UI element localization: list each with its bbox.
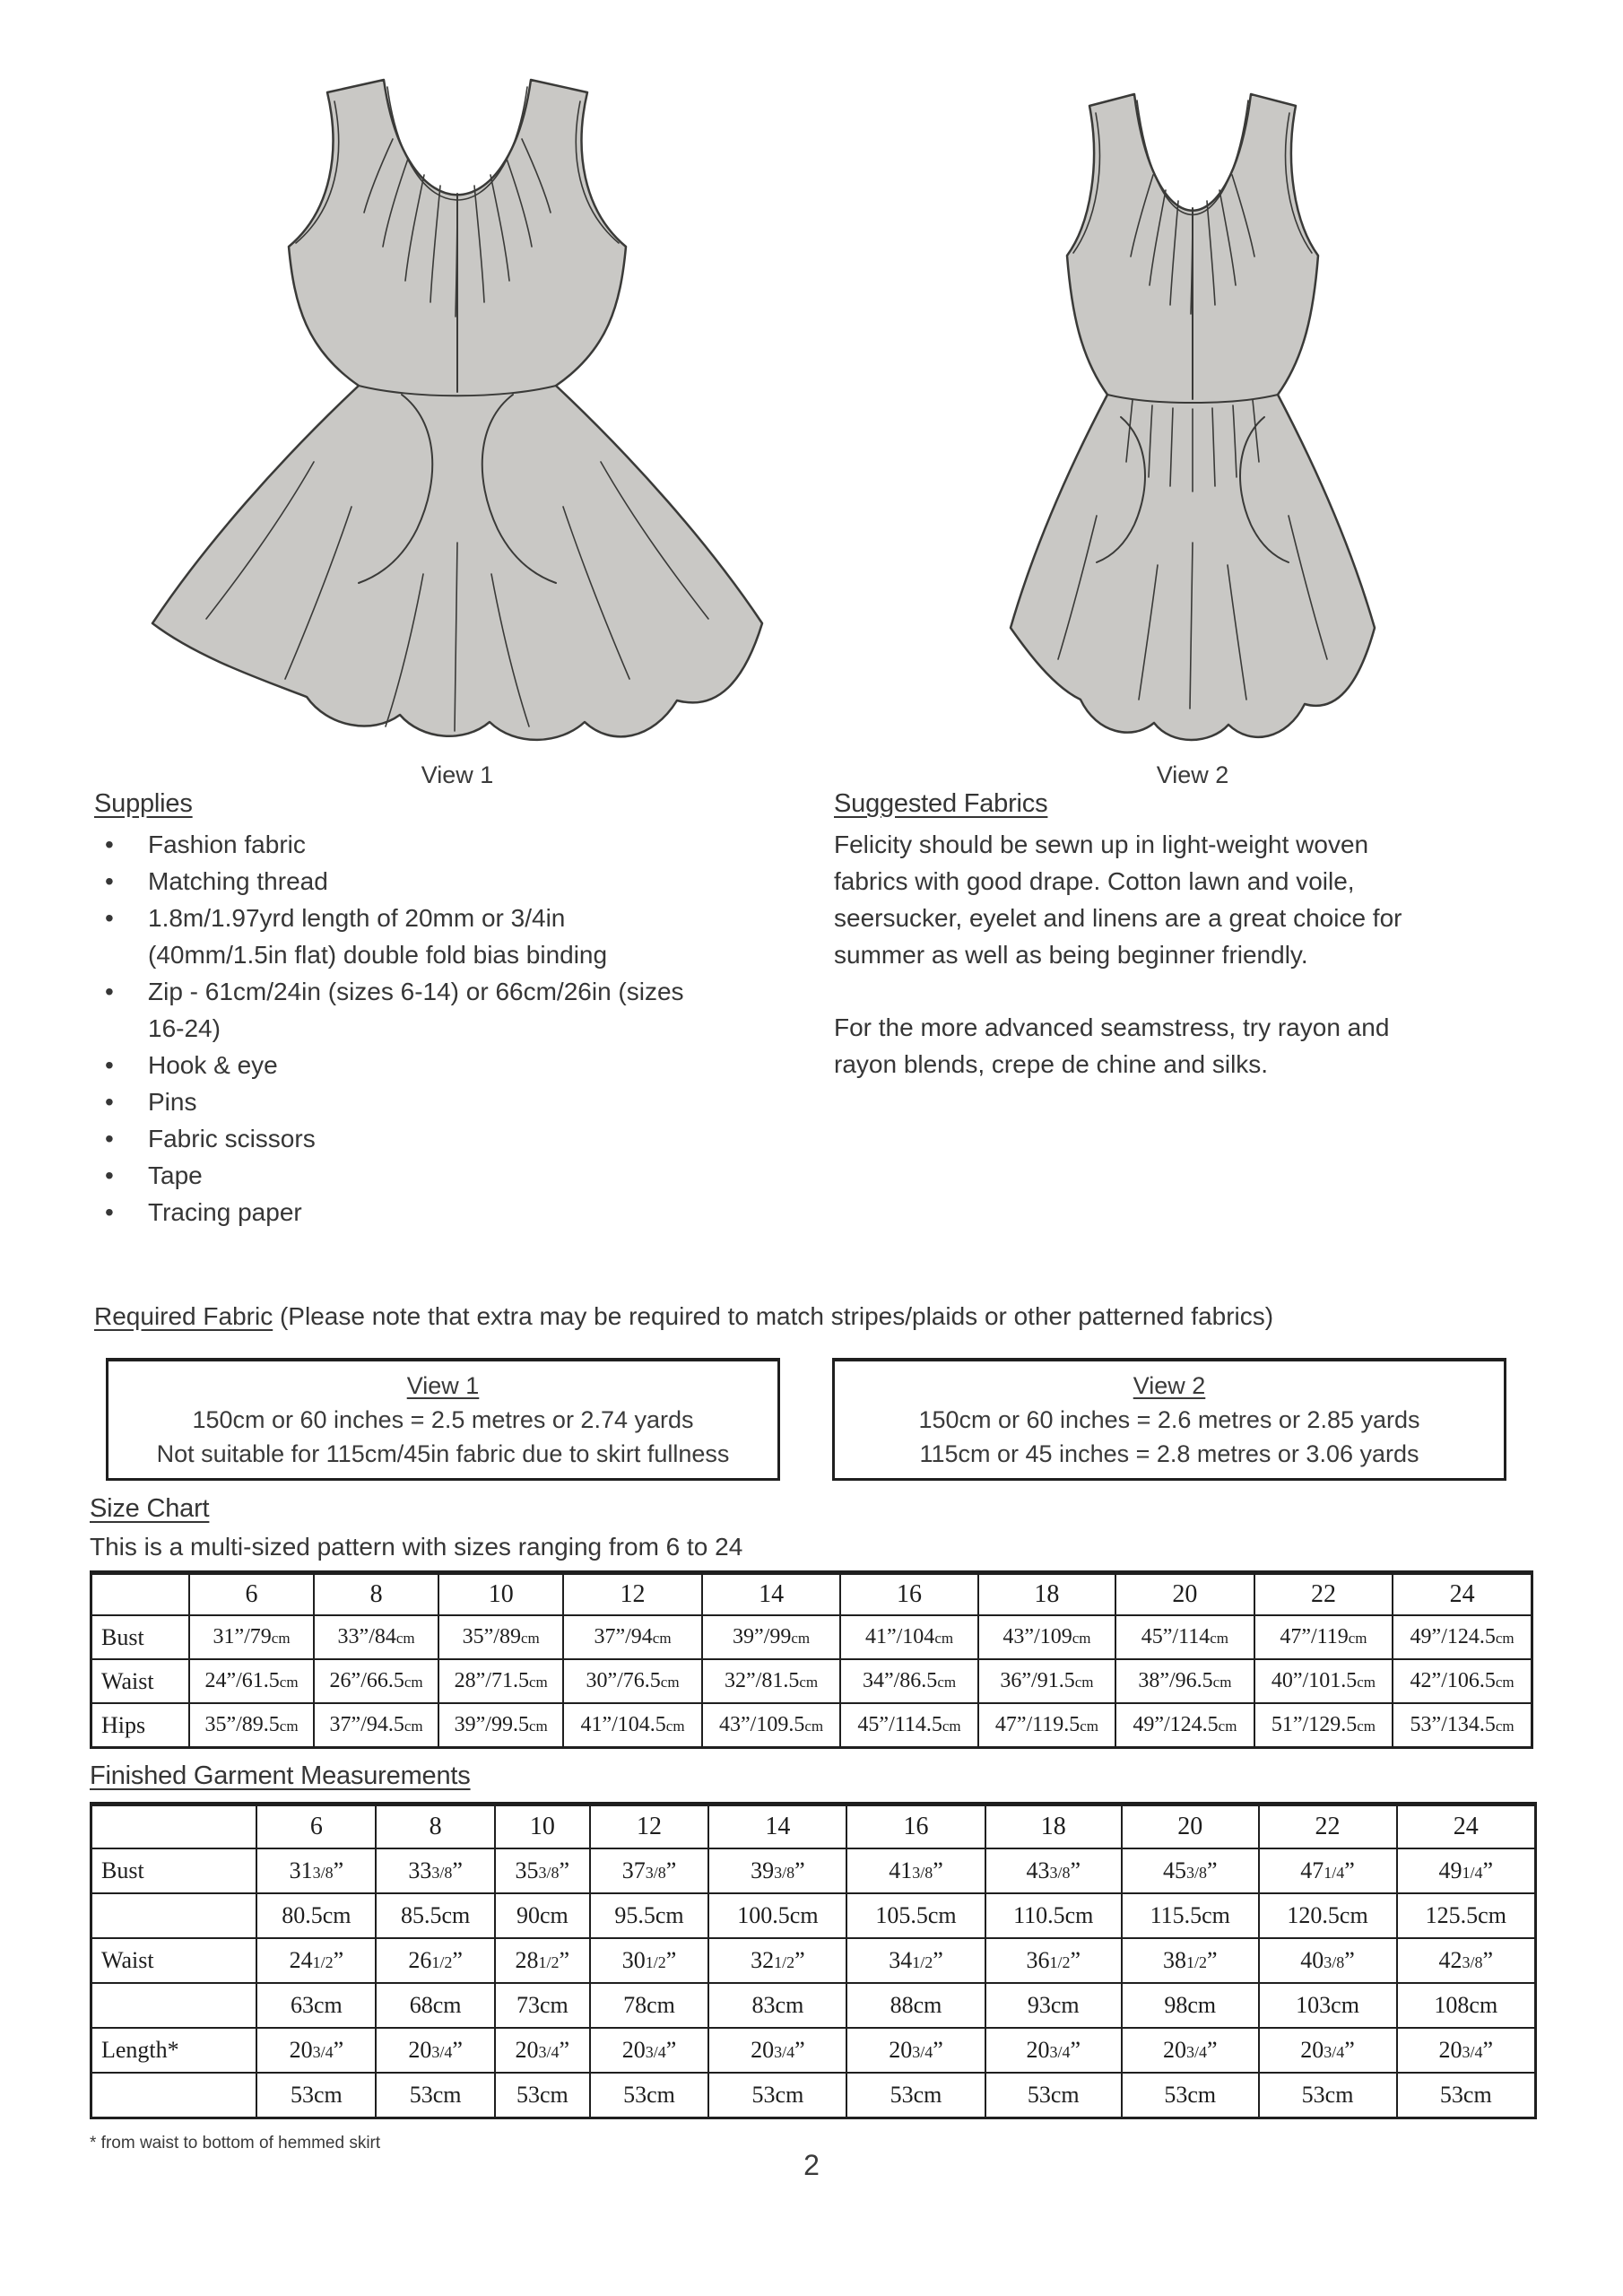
supplies-item bbox=[94, 900, 834, 973]
supplies-item-line: 16-24) bbox=[148, 1014, 221, 1042]
fabric-box-line: 150cm or 60 inches = 2.5 metres or 2.74 yards bbox=[192, 1406, 694, 1433]
measurement-cell: 125.5cm bbox=[1397, 1893, 1536, 1938]
supplies-item-line: • Tape bbox=[148, 1161, 203, 1189]
supplies-item bbox=[94, 1194, 834, 1231]
measurement-cell: 53cm bbox=[256, 2073, 376, 2118]
row-label: Waist bbox=[91, 1659, 189, 1703]
measurement-cell: 95.5cm bbox=[590, 1893, 709, 1938]
supplies-item bbox=[94, 1120, 834, 1157]
supplies-item-line: • Matching thread bbox=[148, 867, 328, 895]
measurement-cell: 90cm bbox=[495, 1893, 590, 1938]
measurement-cell: 53cm bbox=[376, 2073, 495, 2118]
supplies-item-line: • 1.8m/1.97yrd length of 20mm or 3/4in bbox=[148, 904, 566, 932]
measurement-cell: 88cm bbox=[846, 1983, 985, 2028]
measurement-cell: 261/2” bbox=[376, 1938, 495, 1983]
supplies-item bbox=[94, 1157, 834, 1194]
measurement-cell: 120.5cm bbox=[1259, 1893, 1397, 1938]
dress-view-1-drawing bbox=[135, 76, 780, 749]
size-chart-row bbox=[91, 1659, 1532, 1703]
supplies-section bbox=[94, 789, 834, 1231]
fabric-box-line: 150cm or 60 inches = 2.6 metres or 2.85 yards bbox=[918, 1406, 1420, 1433]
measurement-cell: 53cm bbox=[1397, 2073, 1536, 2118]
supplies-item bbox=[94, 973, 834, 1047]
finished-garment-section bbox=[90, 1761, 1537, 2153]
measurement-cell: 68cm bbox=[376, 1983, 495, 2028]
measurement-cell: 30”/76.5cm bbox=[563, 1659, 702, 1703]
measurement-cell: 53cm bbox=[590, 2073, 709, 2118]
measurement-cell: 98cm bbox=[1122, 1983, 1259, 2028]
paragraph-line: fabrics with good drape. Cotton lawn and voile, bbox=[834, 867, 1355, 895]
fgm-row bbox=[91, 2073, 1536, 2118]
paragraph-line: summer as well as being beginner friendly. bbox=[834, 941, 1308, 969]
finished-garment-heading: Finished Garment Measurements bbox=[90, 1761, 471, 1790]
measurement-cell: 313/8” bbox=[256, 1848, 376, 1893]
supplies-item-line: • Zip - 61cm/24in (sizes 6-14) or 66cm/26in (sizes bbox=[148, 978, 684, 1005]
measurement-cell: 83cm bbox=[708, 1983, 846, 2028]
measurement-cell: 471/4” bbox=[1259, 1848, 1397, 1893]
size-column-header: 12 bbox=[590, 1805, 709, 1849]
size-column-header: 12 bbox=[563, 1573, 702, 1616]
supplies-item-line: • Fabric scissors bbox=[148, 1125, 316, 1152]
measurement-cell: 43”/109.5cm bbox=[702, 1703, 841, 1748]
measurement-cell: 39”/99.5cm bbox=[438, 1703, 563, 1748]
size-column-header: 24 bbox=[1397, 1805, 1536, 1849]
required-fabric-note: (Please note that extra may be required to match stripes/plaids or other patterned fabrics) bbox=[273, 1302, 1274, 1330]
supplies-item-line: • Tracing paper bbox=[148, 1198, 302, 1226]
measurement-cell: 41”/104cm bbox=[840, 1615, 977, 1659]
page-number: 2 bbox=[803, 2149, 820, 2181]
suggested-fabrics-section bbox=[834, 789, 1532, 1231]
measurement-cell: 103cm bbox=[1259, 1983, 1397, 2028]
measurement-cell: 40”/101.5cm bbox=[1254, 1659, 1393, 1703]
supplies-item bbox=[94, 863, 834, 900]
supplies-item-line: • Fashion fabric bbox=[148, 831, 306, 858]
measurement-cell: 85.5cm bbox=[376, 1893, 495, 1938]
row-label bbox=[91, 1983, 257, 2028]
measurement-cell: 53cm bbox=[985, 2073, 1123, 2118]
measurement-cell: 80.5cm bbox=[256, 1893, 376, 1938]
measurement-cell: 491/4” bbox=[1397, 1848, 1536, 1893]
dress-outline bbox=[152, 80, 762, 740]
measurement-cell: 433/8” bbox=[985, 1848, 1123, 1893]
size-column-header: 10 bbox=[495, 1805, 590, 1849]
view-2-fabric-box-title: View 2 bbox=[1133, 1372, 1206, 1399]
row-label bbox=[91, 2073, 257, 2118]
measurement-cell: 281/2” bbox=[495, 1938, 590, 1983]
measurement-cell: 203/4” bbox=[376, 2028, 495, 2073]
measurement-cell: 53”/134.5cm bbox=[1393, 1703, 1532, 1748]
measurement-cell: 100.5cm bbox=[708, 1893, 846, 1938]
measurement-cell: 108cm bbox=[1397, 1983, 1536, 2028]
measurement-cell: 203/4” bbox=[985, 2028, 1123, 2073]
measurement-cell: 93cm bbox=[985, 1983, 1123, 2028]
measurement-cell: 41”/104.5cm bbox=[563, 1703, 702, 1748]
fgm-row bbox=[91, 1893, 1536, 1938]
measurement-cell: 361/2” bbox=[985, 1938, 1123, 1983]
measurement-cell: 35”/89.5cm bbox=[189, 1703, 314, 1748]
supplies-heading: Supplies bbox=[94, 789, 193, 818]
supplies-item bbox=[94, 826, 834, 863]
measurement-cell: 203/4” bbox=[495, 2028, 590, 2073]
size-chart-row bbox=[91, 1703, 1532, 1748]
supplies-item bbox=[94, 1047, 834, 1083]
supplies-item-line: • Hook & eye bbox=[148, 1051, 278, 1079]
measurement-cell: 333/8” bbox=[376, 1848, 495, 1893]
dress-view-1-figure bbox=[135, 76, 780, 789]
measurement-cell: 53cm bbox=[846, 2073, 985, 2118]
row-label: Waist bbox=[91, 1938, 257, 1983]
measurement-cell: 26”/66.5cm bbox=[314, 1659, 438, 1703]
measurement-cell: 413/8” bbox=[846, 1848, 985, 1893]
measurement-cell: 53cm bbox=[1259, 2073, 1397, 2118]
fgm-corner-cell bbox=[91, 1805, 257, 1849]
suggested-fabrics-paragraph bbox=[834, 1009, 1532, 1083]
size-column-header: 20 bbox=[1122, 1805, 1259, 1849]
paragraph-line: rayon blends, crepe de chine and silks. bbox=[834, 1050, 1269, 1078]
row-label: Hips bbox=[91, 1703, 189, 1748]
view-2-fabric-box bbox=[832, 1358, 1506, 1481]
measurement-cell: 35”/89cm bbox=[438, 1615, 563, 1659]
measurement-cell: 24”/61.5cm bbox=[189, 1659, 314, 1703]
required-fabric-heading: Required Fabric bbox=[94, 1302, 273, 1330]
size-column-header: 10 bbox=[438, 1573, 563, 1616]
supplies-item-line: (40mm/1.5in flat) double fold bias binding bbox=[148, 941, 608, 969]
measurement-cell: 31”/79cm bbox=[189, 1615, 314, 1659]
paragraph-line: seersucker, eyelet and linens are a great choice for bbox=[834, 904, 1402, 932]
size-column-header: 20 bbox=[1115, 1573, 1254, 1616]
required-fabric-heading-line bbox=[94, 1302, 1538, 1331]
fgm-row bbox=[91, 1938, 1536, 1983]
size-column-header: 16 bbox=[840, 1573, 977, 1616]
measurement-cell: 301/2” bbox=[590, 1938, 709, 1983]
measurement-cell: 34”/86.5cm bbox=[840, 1659, 977, 1703]
measurement-cell: 353/8” bbox=[495, 1848, 590, 1893]
row-label bbox=[91, 1893, 257, 1938]
measurement-cell: 51”/129.5cm bbox=[1254, 1703, 1393, 1748]
size-chart-subheading: This is a multi-sized pattern with sizes ranging from 6 to 24 bbox=[90, 1533, 743, 1561]
measurement-cell: 115.5cm bbox=[1122, 1893, 1259, 1938]
measurement-cell: 53cm bbox=[1122, 2073, 1259, 2118]
measurement-cell: 43”/109cm bbox=[978, 1615, 1115, 1659]
measurement-cell: 110.5cm bbox=[985, 1893, 1123, 1938]
fgm-row bbox=[91, 2028, 1536, 2073]
supplies-item bbox=[94, 1083, 834, 1120]
measurement-cell: 393/8” bbox=[708, 1848, 846, 1893]
suggested-fabrics-heading: Suggested Fabrics bbox=[834, 789, 1048, 818]
row-label: Bust bbox=[91, 1848, 257, 1893]
size-chart-corner-cell bbox=[91, 1573, 189, 1616]
dress-view-2-figure bbox=[982, 90, 1403, 789]
measurement-cell: 403/8” bbox=[1259, 1938, 1397, 1983]
dress-view-2-drawing bbox=[982, 90, 1403, 749]
size-column-header: 22 bbox=[1259, 1805, 1397, 1849]
measurement-cell: 105.5cm bbox=[846, 1893, 985, 1938]
size-chart-section bbox=[90, 1494, 1533, 1749]
measurement-cell: 341/2” bbox=[846, 1938, 985, 1983]
measurement-cell: 45”/114.5cm bbox=[840, 1703, 977, 1748]
view-1-fabric-box bbox=[106, 1358, 780, 1481]
size-column-header: 14 bbox=[708, 1805, 846, 1849]
measurement-cell: 203/4” bbox=[1397, 2028, 1536, 2073]
view-2-fabric-box-lines bbox=[835, 1403, 1504, 1471]
size-column-header: 6 bbox=[256, 1805, 376, 1849]
size-column-header: 24 bbox=[1393, 1573, 1532, 1616]
measurement-cell: 28”/71.5cm bbox=[438, 1659, 563, 1703]
measurement-cell: 381/2” bbox=[1122, 1938, 1259, 1983]
measurement-cell: 37”/94.5cm bbox=[314, 1703, 438, 1748]
measurement-cell: 203/4” bbox=[256, 2028, 376, 2073]
measurement-cell: 73cm bbox=[495, 1983, 590, 2028]
size-column-header: 18 bbox=[985, 1805, 1123, 1849]
size-column-header: 8 bbox=[376, 1805, 495, 1849]
measurement-cell: 241/2” bbox=[256, 1938, 376, 1983]
measurement-cell: 36”/91.5cm bbox=[978, 1659, 1115, 1703]
fgm-header-row bbox=[91, 1805, 1536, 1849]
paragraph-line: For the more advanced seamstress, try rayon and bbox=[834, 1013, 1390, 1041]
view-2-caption: View 2 bbox=[1156, 761, 1229, 788]
measurement-cell: 32”/81.5cm bbox=[702, 1659, 841, 1703]
measurement-cell: 453/8” bbox=[1122, 1848, 1259, 1893]
measurement-cell: 203/4” bbox=[590, 2028, 709, 2073]
view-1-fabric-box-title: View 1 bbox=[406, 1372, 480, 1399]
fgm-row bbox=[91, 1848, 1536, 1893]
measurement-cell: 78cm bbox=[590, 1983, 709, 2028]
measurement-cell: 63cm bbox=[256, 1983, 376, 2028]
size-chart-header-row bbox=[91, 1573, 1532, 1616]
measurement-cell: 49”/124.5cm bbox=[1393, 1615, 1532, 1659]
measurement-cell: 47”/119cm bbox=[1254, 1615, 1393, 1659]
measurement-cell: 373/8” bbox=[590, 1848, 709, 1893]
size-column-header: 6 bbox=[189, 1573, 314, 1616]
measurement-cell: 45”/114cm bbox=[1115, 1615, 1254, 1659]
suggested-fabrics-paragraph bbox=[834, 826, 1532, 973]
size-chart-table bbox=[90, 1570, 1533, 1749]
info-columns bbox=[94, 789, 1533, 1231]
measurement-cell: 203/4” bbox=[1122, 2028, 1259, 2073]
measurement-cell: 321/2” bbox=[708, 1938, 846, 1983]
row-label: Length* bbox=[91, 2028, 257, 2073]
fabric-box-line: Not suitable for 115cm/45in fabric due to skirt fullness bbox=[156, 1440, 730, 1467]
measurement-cell: 423/8” bbox=[1397, 1938, 1536, 1983]
measurement-cell: 38”/96.5cm bbox=[1115, 1659, 1254, 1703]
required-fabric-section bbox=[94, 1302, 1538, 1467]
length-footnote: * from waist to bottom of hemmed skirt bbox=[90, 2134, 381, 2152]
measurement-cell: 53cm bbox=[708, 2073, 846, 2118]
measurement-cell: 39”/99cm bbox=[702, 1615, 841, 1659]
measurement-cell: 47”/119.5cm bbox=[978, 1703, 1115, 1748]
measurement-cell: 49”/124.5cm bbox=[1115, 1703, 1254, 1748]
measurement-cell: 53cm bbox=[495, 2073, 590, 2118]
finished-garment-table bbox=[90, 1802, 1537, 2119]
size-column-header: 16 bbox=[846, 1805, 985, 1849]
supplies-item-line: • Pins bbox=[148, 1088, 197, 1116]
size-column-header: 8 bbox=[314, 1573, 438, 1616]
measurement-cell: 33”/84cm bbox=[314, 1615, 438, 1659]
supplies-list bbox=[94, 826, 834, 1231]
view-1-caption: View 1 bbox=[421, 761, 494, 788]
measurement-cell: 203/4” bbox=[1259, 2028, 1397, 2073]
suggested-fabrics-text bbox=[834, 826, 1532, 1083]
row-label: Bust bbox=[91, 1615, 189, 1659]
size-column-header: 22 bbox=[1254, 1573, 1393, 1616]
view-1-fabric-box-lines bbox=[108, 1403, 777, 1471]
fabric-box-line: 115cm or 45 inches = 2.8 metres or 3.06 yards bbox=[919, 1440, 1419, 1467]
size-chart-heading: Size Chart bbox=[90, 1494, 210, 1523]
paragraph-line: Felicity should be sewn up in light-weight woven bbox=[834, 831, 1369, 858]
size-chart-row bbox=[91, 1615, 1532, 1659]
measurement-cell: 42”/106.5cm bbox=[1393, 1659, 1532, 1703]
measurement-cell: 203/4” bbox=[846, 2028, 985, 2073]
measurement-cell: 37”/94cm bbox=[563, 1615, 702, 1659]
measurement-cell: 203/4” bbox=[708, 2028, 846, 2073]
fgm-row bbox=[91, 1983, 1536, 2028]
size-column-header: 14 bbox=[702, 1573, 841, 1616]
size-column-header: 18 bbox=[978, 1573, 1115, 1616]
